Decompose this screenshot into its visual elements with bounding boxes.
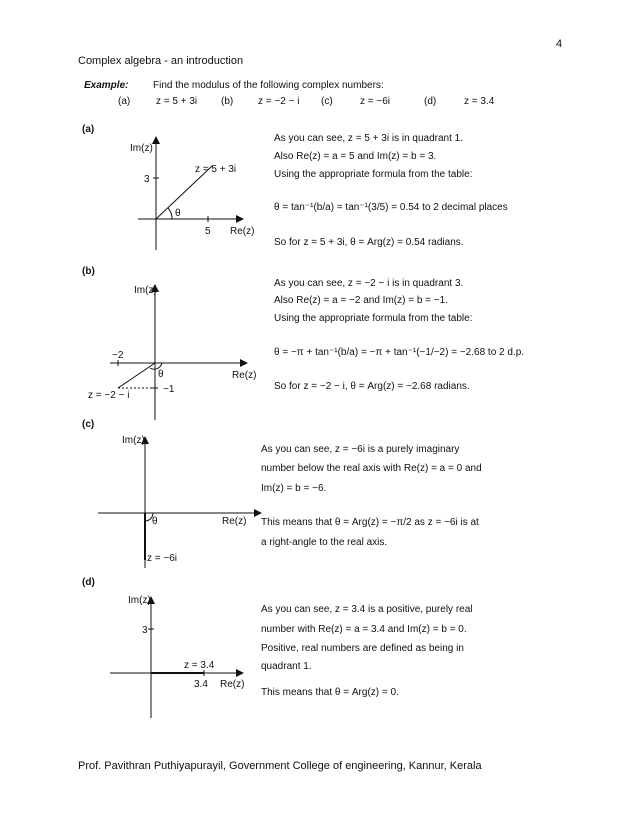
example-item-d-value: z = 3.4 [464,96,495,107]
part-c-label: (c) [82,419,95,430]
part-d-line-2: number with Re(z) = a = 3.4 and Im(z) = b = 0. [261,624,467,635]
part-b-theta: θ [158,369,164,380]
part-d-tick-y: 3 [142,625,148,636]
example-item-a-value: z = 5 + 3i [156,96,198,107]
part-c-line-1: As you can see, z = −6i is a purely imaginary [261,444,460,455]
part-b-im-label: Im(z) [134,285,157,296]
part-a-diagram [100,130,270,250]
part-c-line-2: number below the real axis with Re(z) = a = 0 and [261,463,482,474]
part-a-line-4: θ = tan⁻¹(b/a) = tan⁻¹(3/5) = 0.54 to 2 decimal places [274,202,508,213]
part-d-label: (d) [82,577,95,588]
part-b-line-2: Also Re(z) = a = −2 and Im(z) = b = −1. [274,295,448,306]
part-d-line-1: As you can see, z = 3.4 is a positive, purely real [261,604,473,615]
part-a-theta: θ [175,208,181,219]
part-d-line-4: quadrant 1. [261,661,312,672]
part-d-diagram [96,590,266,720]
part-b-line-3: Using the appropriate formula from the table: [274,313,473,324]
example-item-b-label: (b) [221,96,234,107]
part-a-im-label: Im(z) [130,143,153,154]
part-c-line-5: a right-angle to the real axis. [261,537,388,548]
part-b-point-label: z = −2 − i [88,390,130,401]
part-c-line-3: Im(z) = b = −6. [261,483,327,494]
part-b-re-label: Re(z) [232,370,257,381]
part-d-tick-x: 3.4 [194,679,208,690]
part-c-line-4: This means that θ = Arg(z) = −π/2 as z = −6i is at [261,517,479,528]
part-b-line-4: θ = −π + tan⁻¹(b/a) = −π + tan⁻¹(−1/−2) = −2.68 to 2 d.p. [274,347,525,358]
example-item-a-label: (a) [118,96,131,107]
part-c-im-label: Im(z) [122,435,145,446]
part-b-line-1: As you can see, z = −2 − i is in quadrant 3. [274,278,464,289]
part-d-line-3: Positive, real numbers are defined as being in [261,643,464,654]
example-label: Example: [84,80,129,91]
example-item-c-label: (c) [321,96,333,107]
part-a-line-2: Also Re(z) = a = 5 and Im(z) = b = 3. [274,151,437,162]
part-a-line-1: As you can see, z = 5 + 3i is in quadrant 1. [274,133,464,144]
example-prompt: Find the modulus of the following complex numbers: [153,80,384,91]
page-number: 4 [556,38,563,50]
part-b-diagram [90,280,270,420]
part-a-line-5: So for z = 5 + 3i, θ = Arg(z) = 0.54 radians. [274,237,464,248]
part-c-point-label: z = −6i [147,553,178,564]
part-a-label: (a) [82,124,95,135]
part-b-label: (b) [82,266,95,277]
part-d-line-5: This means that θ = Arg(z) = 0. [261,687,399,698]
part-b-tick-x: −2 [112,350,124,361]
part-a-tick-y: 3 [144,174,150,185]
part-c-diagram [96,430,266,570]
header-title: Complex algebra - an introduction [78,55,244,67]
part-c-theta: θ [152,516,158,527]
part-c-re-label: Re(z) [222,516,247,527]
part-a-line-3: Using the appropriate formula from the table: [274,169,473,180]
part-d-im-label: Im(z) [128,595,151,606]
example-item-c-value: z = −6i [360,96,391,107]
example-item-b-value: z = −2 − i [258,96,300,107]
footer-text: Prof. Pavithran Puthiyapurayil, Government College of engineering, Kannur, Kerala [78,760,482,772]
example-item-d-label: (d) [424,96,437,107]
part-d-point-label: z = 3.4 [184,660,215,671]
part-a-point-label: z = 5 + 3i [195,164,237,175]
part-a-tick-x: 5 [205,226,211,237]
part-b-tick-y: −1 [163,384,175,395]
part-a-re-label: Re(z) [230,226,255,237]
part-b-line-5: So for z = −2 − i, θ = Arg(z) = −2.68 radians. [274,381,470,392]
part-d-re-label: Re(z) [220,679,245,690]
